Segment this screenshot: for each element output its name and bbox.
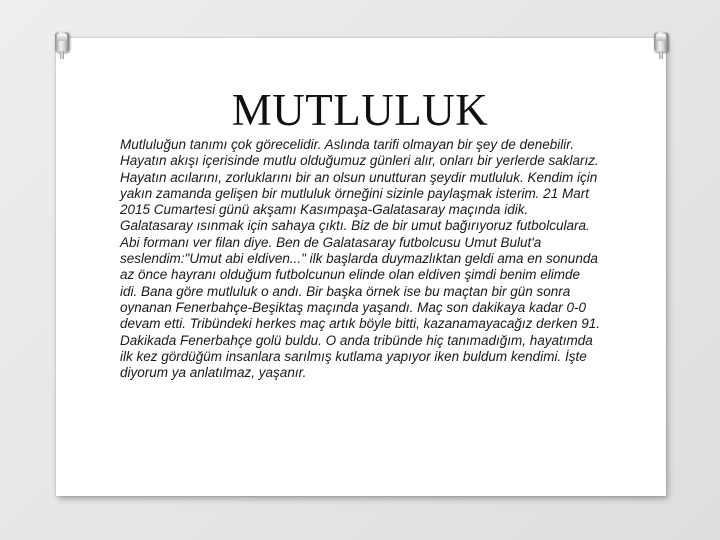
binder-clip-left-icon: [55, 32, 69, 52]
slide-title: MUTLULUK: [231, 85, 489, 135]
binder-clip-right-icon: [654, 32, 668, 52]
slide-body-text: Mutluluğun tanımı çok görecelidir. Aslında tarifi olmayan bir şey de denebilir. Hayatın akışı içerisinde mutlu olduğumuz günleri alır, onları bir yerlerde saklarız. Hayatın acılarını, zorluklarını bir an olsun unutturan şeydir mutluluk. Kendim için yakın zamanda gelişen bir mutluluk örneğini sizinle paylaşmak isterim. 21 Mart 2015 Cumartesi günü akşamı Kasımpaşa-Galatasaray maçında idik. Galatasaray ısınmak için sahaya çıktı. Biz de bir umut bağırıyoruz futbolculara. Abi formanı ver filan diye. Ben de Galatasaray futbolcusu Umut Bulut'a seslendim:"Umut abi eldiven..." ilk başlarda duymazlıktan geldi ama en sonunda az önce hayranı olduğum futbolcunun elinde olan eldiven şimdi benim elimde idi. Bana göre mutluluk o andı. Bir başka örnek ise bu maçtan bir gün sonra oynanan Fenerbahçe-Beşiktaş maçında yaşandı. Maç son dakikaya kadar 0-0 devam etti. Tribündeki herkes maç artık böyle bitti, kazanamayacağız derken 91. Dakikada Fenerbahçe golü buldu. O anda tribünde hiç tanımadığım, hayatımda ilk kez gördüğüm insanlara sarılmış kutlama yapıyor iken buldum kendimi. İşte diyorum ya anlatılmaz, yaşanır.: [120, 137, 600, 381]
